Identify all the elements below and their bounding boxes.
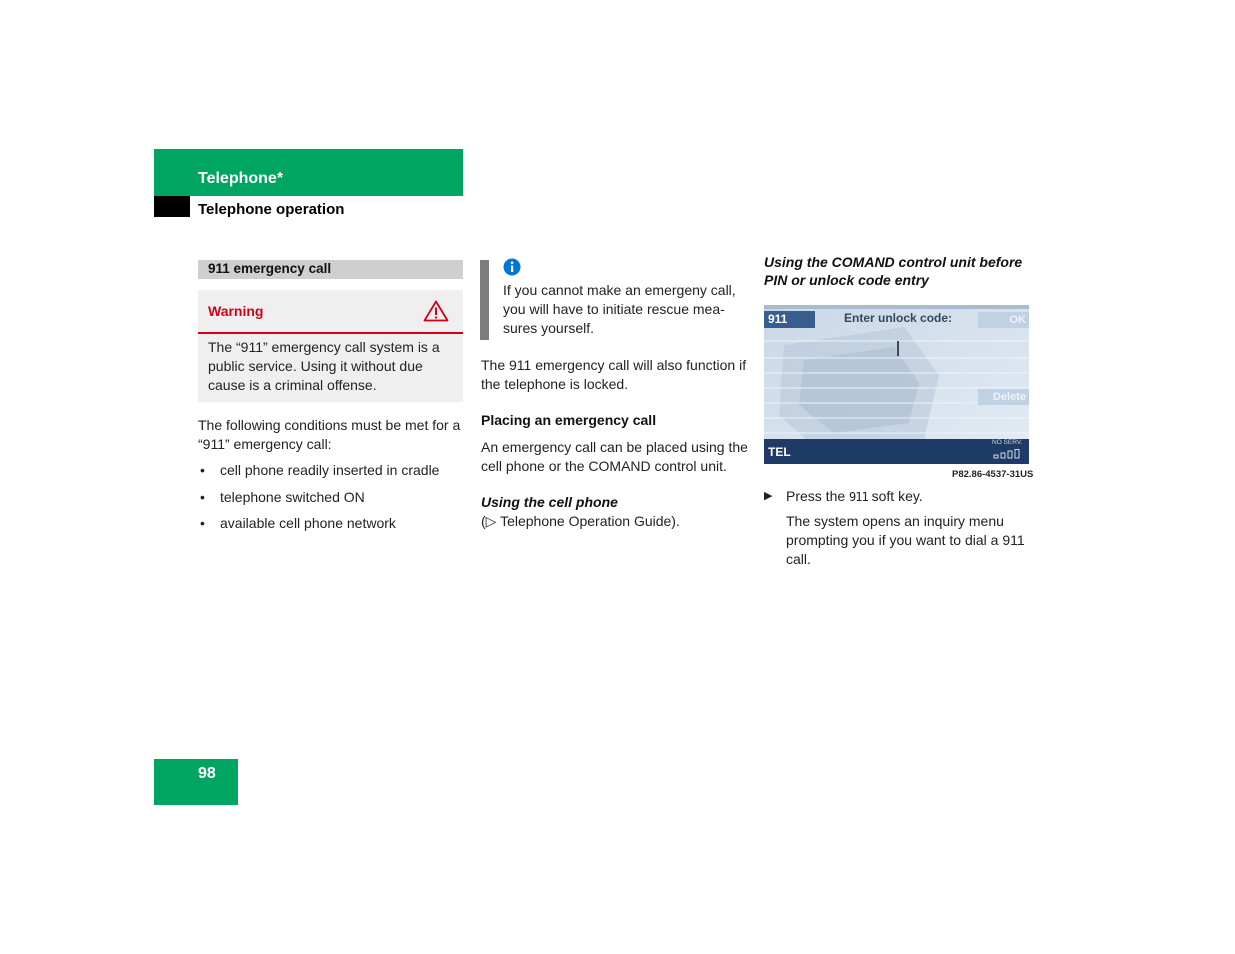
softkey-911-label: 911 xyxy=(768,312,788,326)
delete-label: Delete xyxy=(992,391,1026,403)
comand-screen xyxy=(764,305,1029,464)
section-title: Telephone* xyxy=(198,170,284,187)
warning-text: The “911” emergency call system is a public service. Using it without due cause is a criminal offense. xyxy=(208,339,440,393)
signal-strength-icon xyxy=(993,449,1029,459)
cell-phone-reference: (▷ Telephone Operation Guide). xyxy=(481,513,680,529)
list-item: • available cell phone network xyxy=(198,514,463,541)
locked-note: The 911 emergency call will also function if the telephone is locked. xyxy=(481,357,747,392)
unlock-prompt: Enter unlock code: xyxy=(844,311,953,325)
cell-phone-heading: Using the cell phone xyxy=(481,494,618,510)
warning-label: Warning xyxy=(208,303,264,319)
section-heading: 911 emergency call xyxy=(208,261,332,276)
warning-triangle-icon xyxy=(423,300,449,322)
figure-id: P82.86-4537-31US xyxy=(952,469,1034,480)
conditions-list xyxy=(198,461,463,541)
step-arrow-icon: ▶ xyxy=(764,490,773,502)
placing-call-heading: Placing an emergency call xyxy=(481,412,657,428)
step-prefix: Press the xyxy=(786,488,850,504)
softkey-911[interactable] xyxy=(764,311,815,328)
status-label: TEL xyxy=(768,445,791,459)
soft-key-911: 911 xyxy=(849,490,868,504)
comand-heading: Using the COMAND control unit before PIN or unlock code entry xyxy=(764,254,1023,288)
placing-call-text: An emergency call can be placed using the cell phone or the COMAND control unit. xyxy=(481,439,748,474)
delete-softkey[interactable] xyxy=(978,389,1029,405)
header-marker xyxy=(154,196,190,217)
warning-box xyxy=(198,290,463,402)
info-sidebar xyxy=(480,260,489,340)
list-item: • telephone switched ON xyxy=(198,488,463,515)
status-bar xyxy=(764,439,1029,464)
ok-softkey[interactable] xyxy=(978,312,1029,328)
warning-header xyxy=(198,290,463,334)
step-text xyxy=(786,487,923,507)
step-result: The system opens an inquiry menu prompting you if you want to dial a 911 call. xyxy=(786,513,1025,567)
info-text: If you cannot make an emergeny call, you will have to initiate rescue mea-sures yourself. xyxy=(503,282,736,336)
info-icon xyxy=(503,258,521,276)
section-heading-bar xyxy=(198,260,463,279)
list-item: • cell phone readily inserted in cradle xyxy=(198,461,463,488)
page-number: 98 xyxy=(198,765,216,782)
ok-label: OK xyxy=(1009,314,1026,326)
page-number-box xyxy=(154,759,238,805)
subsection-title: Telephone operation xyxy=(198,201,345,218)
conditions-intro: The following conditions must be met for a “911” emergency call: xyxy=(198,417,461,452)
status-text: NO SERV. xyxy=(992,439,1023,446)
step-suffix: soft key. xyxy=(867,488,923,504)
